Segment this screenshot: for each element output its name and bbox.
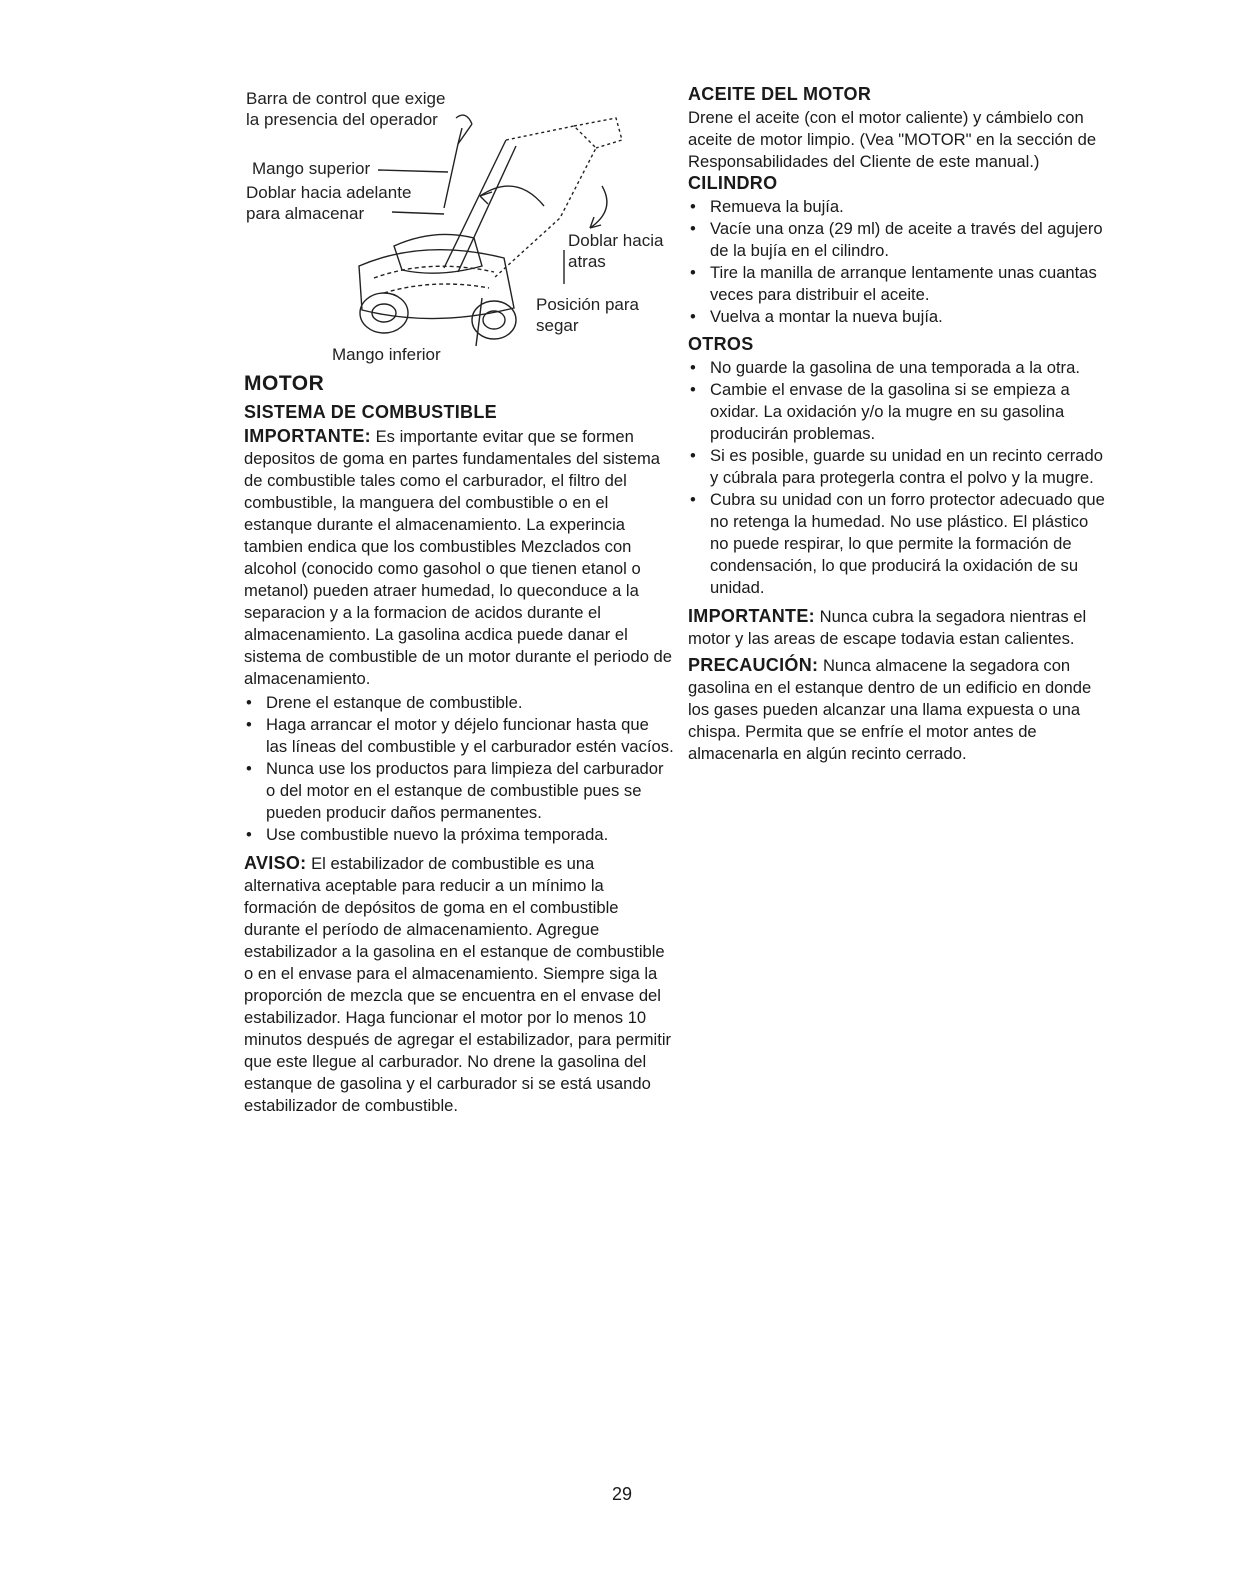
engine-oil-text: Drene el aceite (con el motor caliente) y cámbielo con aceite de motor limpio. (Vea "MOTOR" en la sección de Responsabilidades del Cliente de este manual.): [688, 108, 1097, 171]
caution-lead: PRECAUCIÓN:: [688, 655, 819, 675]
label-fold-back: Doblar hacia atras: [568, 231, 664, 271]
aviso-text: El estabilizador de combustible es una alternativa aceptable para reducir a un mínimo la formación de depósitos de goma en el combustible durante el período de almacenamiento. Agregue estabilizador a la gasolina en el estanque de combustible o en el envase para el almacenamiento. Siempre siga la proporción de mezcla que se encuentra en el envase del estabilizador. Haga funcionar el motor por lo menos 10 minutos después de agregar el estabilizador, para permitir que este llegue al carburador. No drene la gasolina del estanque de gasolina y el carburador si se está usando estabilizador de combustible.: [244, 854, 672, 1115]
bullet-icon: •: [690, 307, 696, 326]
important-note-text: Nunca cubra la segadora nientras el motor y las areas de escape todavia estan calientes.: [688, 607, 1087, 648]
aviso-paragraph: [244, 852, 674, 1117]
bullet-icon: •: [690, 219, 696, 238]
bullet-icon: •: [690, 197, 696, 216]
bullet-icon: •: [690, 263, 696, 282]
list-item: • Vuelva a montar la nueva bujía.: [690, 307, 943, 326]
bullet-icon: •: [246, 693, 252, 712]
bullet-icon: •: [690, 490, 696, 509]
aviso-lead: AVISO:: [244, 853, 307, 873]
label-upper-handle: Mango superior: [252, 159, 371, 178]
list-item: • Nunca use los productos para limpieza del carburador o del motor en el estanque de combustible pues se pueden producir daños permanentes.: [246, 759, 664, 822]
list-item: • Cambie el envase de la gasolina si se empieza a oxidar. La oxidación y/o la mugre en su gasolina producirán problemas.: [690, 380, 1070, 443]
important-text: Es importante evitar que se formen depositos de goma en partes fundamentales del sistema de combustible tales como el carburador, el filtro del combustible, la manguera del combustible o en el estanque durante el almacenamiento. La experincia tambien endica que los combustibles Mezclados con alcohol (conocido como gasohol o que tienen etanol o metanol) pueden atraer humedad, lo queconduce a la separacion y a la formacion de acidos durante el almacenamiento. La gasolina acdica puede danar el sistema de combustible de un motor durante el periodo de almacenamiento.: [244, 427, 673, 688]
rear-left-wheel: [360, 293, 408, 333]
bullet-icon: •: [690, 380, 696, 399]
heading-cylinder: CILINDRO: [688, 173, 778, 193]
heading-fuel-system: SISTEMA DE COMBUSTIBLE: [244, 402, 497, 422]
label-control-bar: Barra de control que exige la presencia del operador: [246, 89, 446, 129]
cylinder-bullet-list: [688, 196, 1108, 328]
upper-handle-forward: [444, 124, 472, 208]
caution-text: Nunca almacene la segadora con gasolina en el estanque dentro de un edificio en donde los gases pueden alcanzar una llama expuesta o una chispa. Permita que se enfríe el motor antes de almacenarla en algún recinto cerrado.: [688, 656, 1092, 763]
heading-others: OTROS: [688, 334, 754, 354]
list-item: • Use combustible nuevo la próxima temporada.: [246, 825, 609, 844]
list-item: • Drene el estanque de combustible.: [246, 693, 523, 712]
important-paragraph: [244, 425, 674, 690]
list-item: • No guarde la gasolina de una temporada a la otra.: [690, 358, 1080, 377]
list-item: • Si es posible, guarde su unidad en un recinto cerrado y cúbrala para protegerla contra el polvo y la mugre.: [690, 446, 1103, 487]
important-note-lead: IMPORTANTE:: [688, 606, 815, 626]
page-number: 29: [611, 1484, 633, 1504]
right-column: [688, 84, 1108, 765]
mower-handle-figure: [244, 88, 674, 366]
label-lower-handle: Mango inferior: [332, 345, 441, 364]
important-note: [688, 605, 1108, 650]
important-lead: IMPORTANTE:: [244, 426, 371, 446]
list-item: • Remueva la bujía.: [690, 197, 844, 216]
bullet-icon: •: [246, 759, 252, 778]
heading-engine-oil: ACEITE DEL MOTOR: [688, 84, 872, 104]
list-item: • Haga arrancar el motor y déjelo funcionar hasta que las líneas del combustible y el carburador estén vacíos.: [246, 715, 674, 756]
bullet-icon: •: [690, 446, 696, 465]
others-bullet-list: [688, 357, 1108, 599]
mower-deck: [359, 250, 514, 319]
left-column: [244, 88, 674, 1117]
bullet-icon: •: [246, 715, 252, 734]
fuel-bullet-list: [244, 692, 674, 846]
bullet-icon: •: [246, 825, 252, 844]
caution-note: [688, 654, 1108, 765]
bullet-icon: •: [690, 358, 696, 377]
list-item: • Tire la manilla de arranque lentamente unas cuantas veces para distribuir el aceite.: [690, 263, 1097, 304]
lower-handle-upright: [444, 140, 506, 268]
label-fold-forward: Doblar hacia adelante para almacenar: [246, 183, 412, 223]
label-mowing-position: Posición para segar: [536, 295, 640, 335]
list-item: • Cubra su unidad con un forro protector adecuado que no retenga la humedad. No use plástico. El plástico no puede respirar, lo que permite la formación de condensación, lo que producirá la oxidación de su unidad.: [690, 490, 1105, 597]
engine-housing: [394, 234, 482, 273]
list-item: • Vacíe una onza (29 ml) de aceite a través del agujero de la bujía en el cilindro.: [690, 219, 1103, 260]
section-title-motor: MOTOR: [244, 372, 325, 395]
